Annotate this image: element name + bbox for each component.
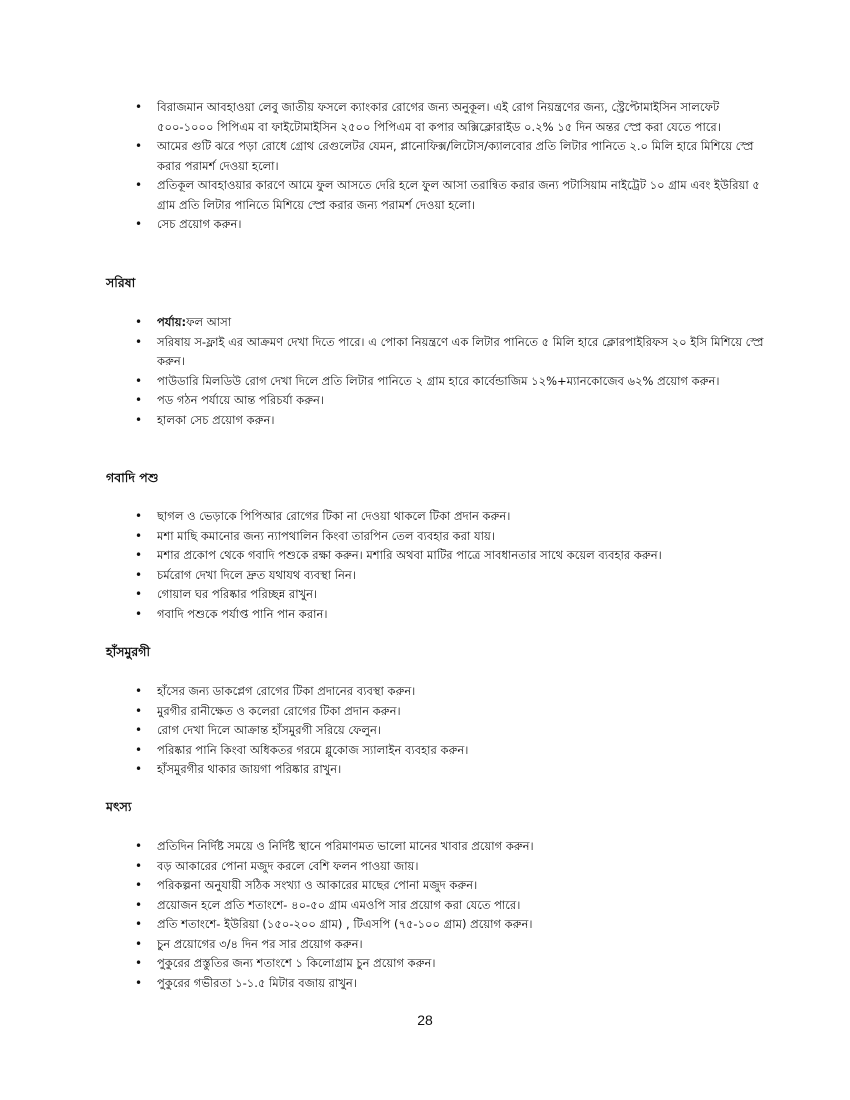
list-item: • চর্মরোগ দেখা দিলে দ্রুত যথাযথ ব্যবস্থা নিন।	[135, 566, 775, 586]
list-item: • মুরগীর রানীক্ষেত ও কলেরা রোগের টিকা প্রদান করুন।	[135, 702, 775, 722]
list-item: • প্রতি শতাংশে- ইউরিয়া (১৫০-২০০ গ্রাম) , টিএসপি (৭৫-১০০ গ্রাম) প্রয়োগ করুন।	[135, 915, 775, 935]
bullet-icon: •	[135, 839, 143, 853]
list-item: • পর্যায়:ফল আসা	[135, 313, 775, 333]
bullet-icon: •	[135, 858, 143, 873]
list-item: • প্রয়োজন হলে প্রতি শতাংশে- ৪০-৫০ গ্রাম এমওপি সার প্রয়োগ করা যেতে পারে।	[135, 896, 775, 916]
bullet-list-poultry	[135, 682, 775, 780]
bullet-list-mustard	[135, 313, 775, 430]
list-item: • হালকা সেচ প্রয়োগ করুন।	[135, 411, 775, 431]
list-item: • মশার প্রকোপ থেকে গবাদি পশুকে রক্ষা করুন। মশারি অথবা মাটির পাত্রে সাবধানতার সাথে কয়েল ব্যবহার করুন।	[135, 546, 775, 566]
bullet-icon: •	[135, 897, 143, 912]
list-item: • গবাদি পশুকে পর্যাপ্ত পানি পান করান।	[135, 605, 775, 625]
bullet-icon: •	[135, 178, 143, 192]
stage-label: পর্যায়:	[157, 315, 187, 329]
list-item: • পুকুরের গভীরতা ১-১.৫ মিটার বজায় রাখুন।	[135, 974, 775, 994]
list-item: • রোগ দেখা দিলে আক্রান্ত হাঁসমুরগী সরিয়ে ফেলুন।	[135, 721, 775, 741]
list-item: • ছাগল ও ভেড়াকে পিপিআর রোগের টিকা না দেওয়া থাকলে টিকা প্রদান করুন।	[135, 507, 775, 527]
bullet-icon: •	[135, 762, 143, 776]
bullet-icon: •	[135, 917, 143, 931]
bullet-icon: •	[135, 878, 143, 892]
section-heading-poultry: হাঁসমুরগী	[106, 644, 151, 659]
bullet-list-fisheries	[135, 837, 775, 993]
list-item: • পরিষ্কার পানি কিংবা অধিকতর গরমে গ্লুকোজ স্যালাইন ব্যবহার করুন।	[135, 741, 775, 761]
bullet-icon: •	[135, 139, 143, 153]
bullet-icon: •	[135, 606, 143, 621]
bullet-icon: •	[135, 936, 143, 951]
list-item: • হাঁসের জন্য ডাকপ্লেগ রোগের টিকা প্রদানের ব্যবস্থা করুন।	[135, 682, 775, 702]
section-heading-mustard: সরিষা	[106, 275, 136, 290]
list-item: • সেচ প্রয়োগ করুন।	[135, 215, 775, 235]
bullet-icon: •	[135, 412, 143, 427]
bullet-icon: •	[135, 393, 143, 407]
list-item: • গোয়াল ঘর পরিষ্কার পরিচ্ছন্ন রাখুন।	[135, 585, 775, 605]
bullet-icon: •	[135, 742, 143, 757]
list-item: • বড় আকারের পোনা মজুদ করলে বেশি ফলন পাওয়া জায়।	[135, 857, 775, 877]
list-item: • প্রতিকূল আবহাওয়ার কারণে আমে ফুল আসতে দেরি হলে ফুল আসা তরান্বিত করার জন্য পটাসিয়াম নাইট্রেট ১০ গ্রাম এবং ইউরিয়া ৫ গ্রাম প্রতি লিটার পানিতে মিশিয়ে স্প্রে করার জন্য পরামর্শ দেওয়া হলো।	[135, 178, 760, 212]
bullet-icon: •	[135, 334, 143, 349]
bullet-icon: •	[135, 509, 143, 523]
bullet-list-fruits	[135, 98, 775, 235]
list-item: • সরিষায় স-ফ্লাই এর আক্রমণ দেখা দিতে পারে। এ পোকা নিয়ন্ত্রণে এক লিটার পানিতে ৫ মিলি হারে ক্লোরপাইরিফস ২০ ইসি মিশিয়ে স্প্রে করুন।	[135, 334, 764, 368]
list-item: • বিরাজমান আবহাওয়া লেবু জাতীয় ফসলে ক্যাংকার রোগের জন্য অনুকূল। এই রোগ নিয়ন্ত্রণের জন্য, স্ট্রেপ্টোমাইসিন সালফেট ৫০০-১০০০ পিপিএম বা ফাইটোমাইসিন ২৫০০ পিপিএম বা কপার অক্সিক্লোরাইড ০.২% ১৫ দিন অন্তর স্প্রে করা যেতে পারে।	[135, 100, 721, 134]
bullet-icon: •	[135, 956, 143, 970]
bullet-icon: •	[135, 217, 143, 231]
list-item: • আমের গুটি ঝরে পড়া রোধে গ্রোথ রেগুলেটর যেমন, প্লানোফিক্স/লিটোস/ক্যালবোর প্রতি লিটার পানিতে ২.০ মিলি হারে মিশিয়ে স্প্রে করার পরামর্শ দেওয়া হলো।	[135, 139, 754, 173]
bullet-icon: •	[135, 723, 143, 737]
list-item: • পুকুরের প্রস্তুতির জন্য শতাংশে ১ কিলোগ্রাম চুন প্রয়োগ করুন।	[135, 954, 775, 974]
bullet-icon: •	[135, 100, 143, 114]
section-heading-fisheries: মৎস্য	[106, 799, 132, 814]
list-item: • চুন প্রয়োগের ৩/৪ দিন পর সার প্রয়োগ করুন।	[135, 935, 775, 955]
bullet-icon: •	[135, 373, 143, 388]
list-item: • প্রতিদিন নির্দিষ্ট সময়ে ও নির্দিষ্ট স্থানে পরিমাণমত ভালো মানের খাবার প্রয়োগ করুন।	[135, 837, 775, 857]
list-item: • পড গঠন পর্যায়ে আন্ত পরিচর্যা করুন।	[135, 391, 775, 411]
list-item: • হাঁসমুরগীর থাকার জায়গা পরিষ্কার রাখুন।	[135, 760, 775, 780]
bullet-icon: •	[135, 528, 143, 543]
list-item: • মশা মাছি কমানোর জন্য ন্যাপথালিন কিংবা তারপিন তেল ব্যবহার করা যায়।	[135, 527, 775, 547]
bullet-icon: •	[135, 975, 143, 990]
bullet-icon: •	[135, 567, 143, 582]
page-number: 28	[417, 1012, 433, 1028]
bullet-icon: •	[135, 315, 143, 329]
bullet-icon: •	[135, 703, 143, 718]
bullet-list-livestock	[135, 507, 775, 624]
list-item: • পরিকল্পনা অনুযায়ী সঠিক সংখ্যা ও আকারের মাছের পোনা মজুদ করুন।	[135, 876, 775, 896]
bullet-icon: •	[135, 587, 143, 601]
section-heading-livestock: গবাদি পশু	[106, 470, 159, 485]
list-item: • পাউডারি মিলডিউ রোগ দেখা দিলে প্রতি লিটার পানিতে ২ গ্রাম হারে কার্বেন্ডাজিম ১২%+ম্যানকোজেব ৬২% প্রয়োগ করুন।	[135, 372, 775, 392]
bullet-icon: •	[135, 684, 143, 698]
bullet-icon: •	[135, 548, 143, 562]
